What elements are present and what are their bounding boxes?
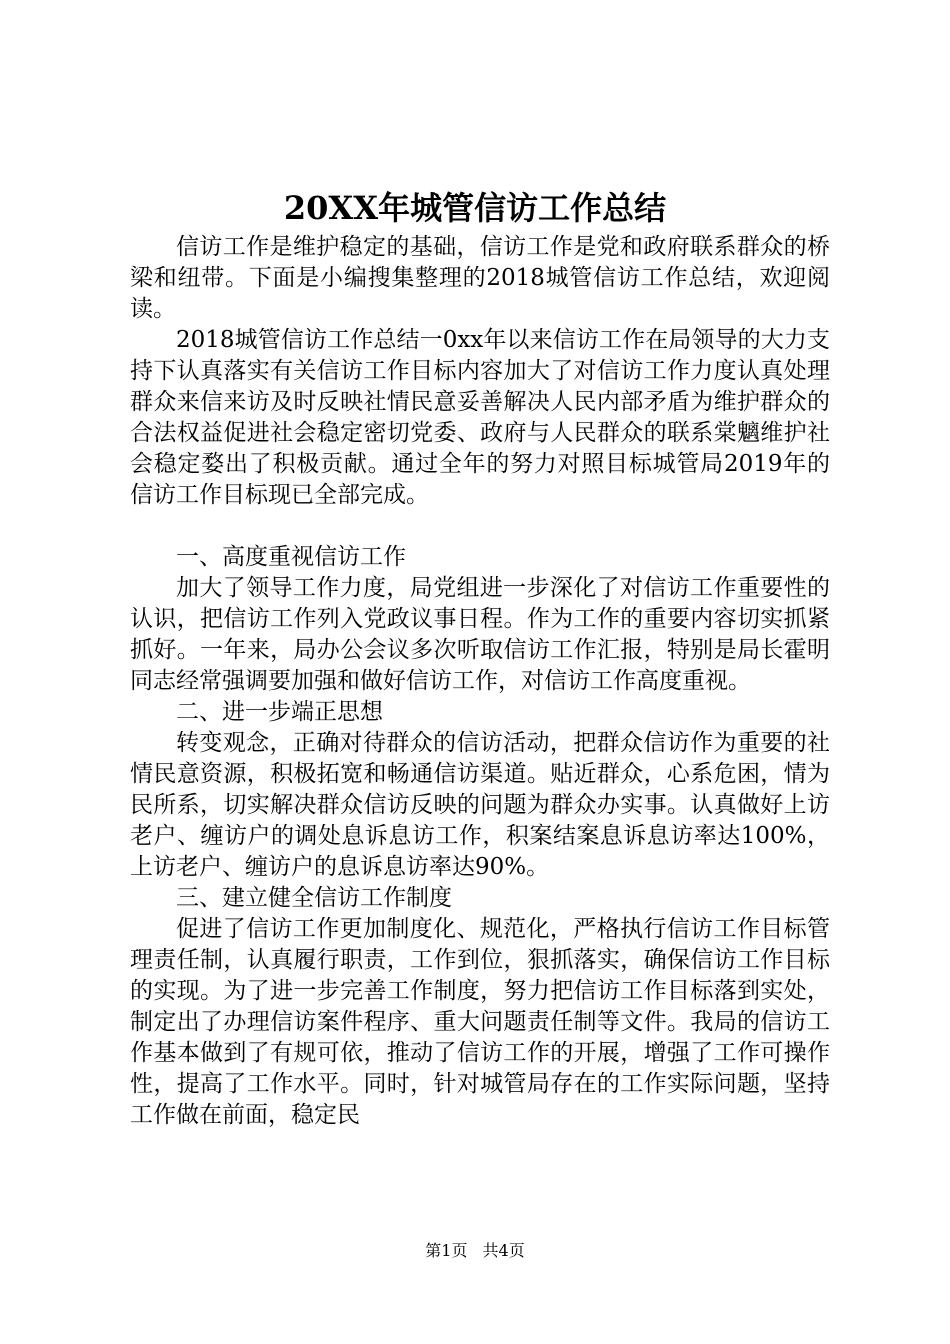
section-paragraph-2: 转变观念，正确对待群众的信访活动，把群众信访作为重要的社情民意资源，积极拓宽和畅通信访渠道。贴近群众，心系危困，情为民所系，切实解决群众信访反映的问题为群众办实事。认真做好上访老户、缠访户的调处息诉息访工作，积案结案息诉息访率达100%，上访老户、缠访户的息诉息访率达90%。 xyxy=(130,730,830,880)
document-body xyxy=(130,232,830,1131)
page-total: 共4页 xyxy=(482,1241,525,1260)
section-heading-1: 一、高度重视信访工作 xyxy=(176,544,406,570)
paragraph-spacer xyxy=(130,511,830,542)
page-footer xyxy=(0,1240,950,1262)
section-paragraph-3: 促进了信访工作更加制度化、规范化，严格执行信访工作目标管理责任制，认真履行职责，工作到位，狠抓落实，确保信访工作目标的实现。为了进一步完善工作制度，努力把信访工作目标落到实处，制定出了办理信访案件程序、重大问题责任制等文件。我局的信访工作基本做到了有规可依，推动了信访工作的开展，增强了工作可操作性，提高了工作水平。同时，针对城管局存在的工作实际问题，坚持工作做在前面，稳定民 xyxy=(130,916,830,1128)
summary-paragraph: 2018城管信访工作总结一0xx年以来信访工作在局领导的大力支持下认真落实有关信访工作目标内容加大了对信访工作力度认真处理群众来信来访及时反映社情民意妥善解决人民内部矛盾为维护群众的合法权益促进社会稳定密切党委、政府与人民群众的联系棠魑维护社会稳定婺出了积极贡献。通过全年的努力对照目标城管局2019年的信访工作目标现已全部完成。 xyxy=(130,327,830,508)
page-number: 第1页 xyxy=(425,1241,468,1260)
section-paragraph-1: 加大了领导工作力度，局党组进一步深化了对信访工作重要性的认识，把信访工作列入党政议事日程。作为工作的重要内容切实抓紧抓好。一年来，局办公会议多次听取信访工作汇报，特别是局长霍明同志经常强调要加强和做好信访工作，对信访工作高度重视。 xyxy=(130,575,830,694)
intro-paragraph: 信访工作是维护稳定的基础，信访工作是党和政府联系群众的桥梁和纽带。下面是小编搜集整理的2018城管信访工作总结，欢迎阅读。 xyxy=(130,234,830,322)
document-title: 20XX年城管信访工作总结 xyxy=(283,189,667,227)
section-heading-2: 二、进一步端正思想 xyxy=(176,699,383,725)
section-heading-3: 三、建立健全信访工作制度 xyxy=(176,885,452,911)
